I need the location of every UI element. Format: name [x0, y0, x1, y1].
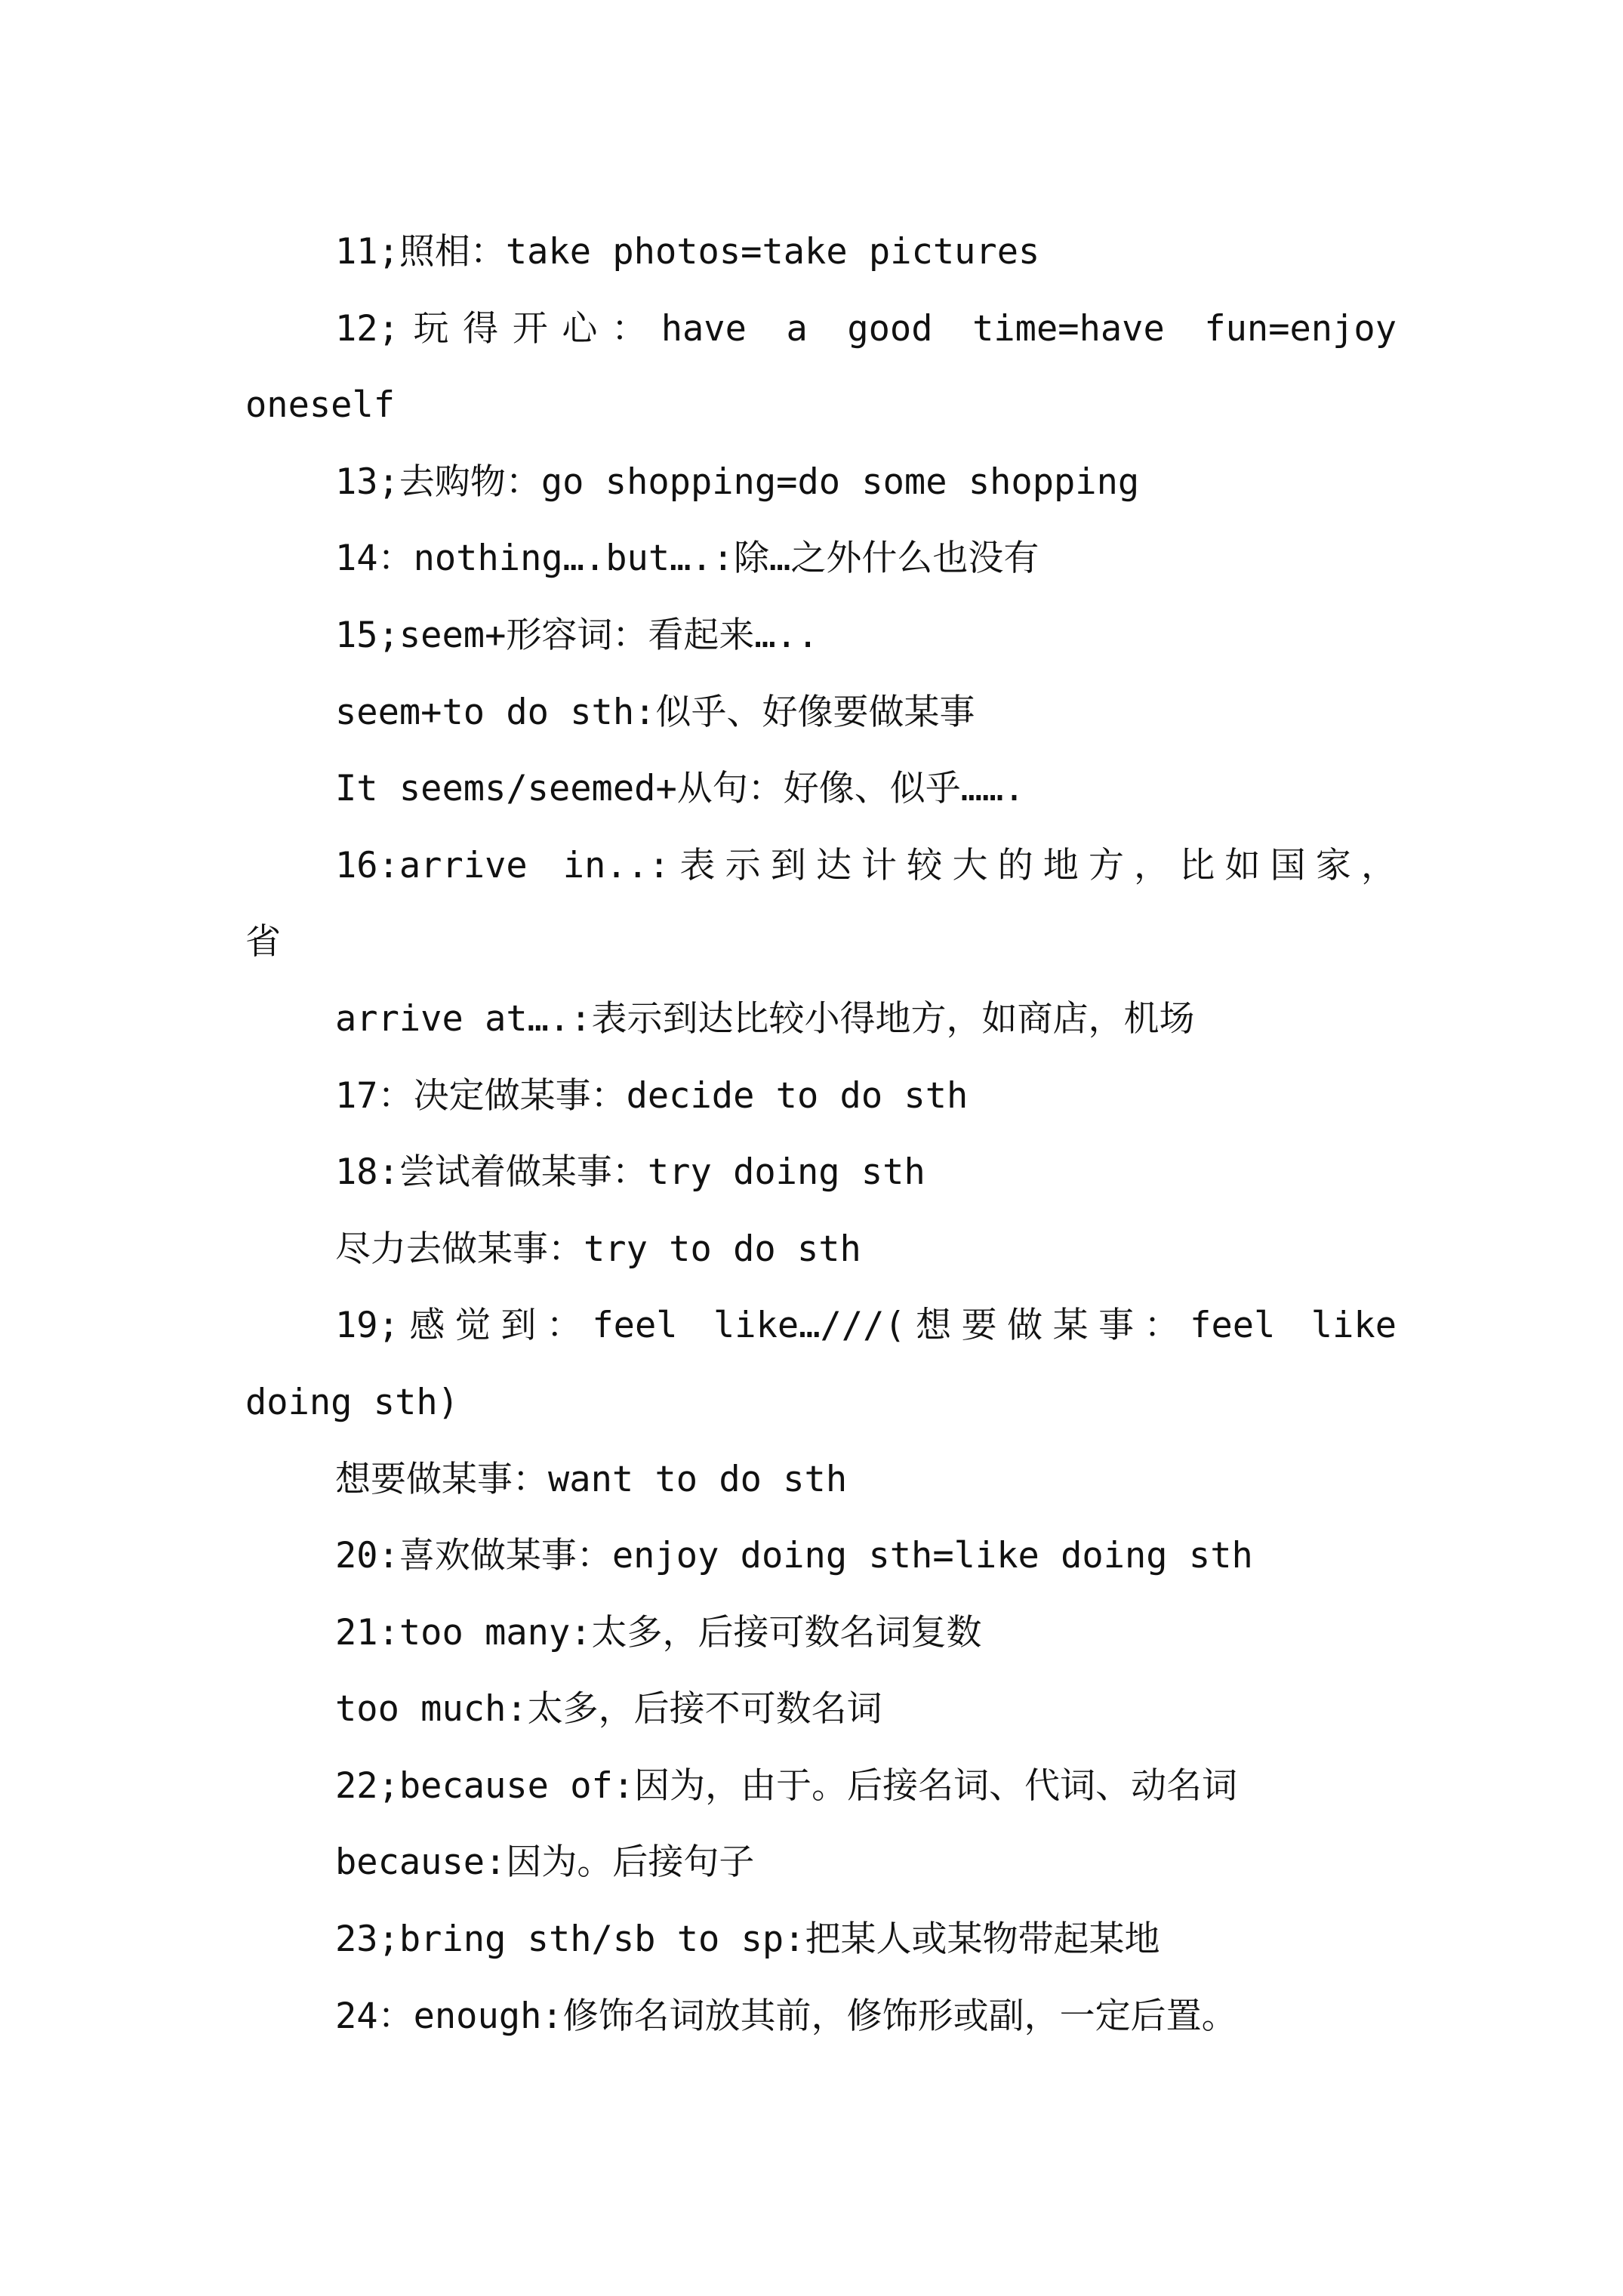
text-line-16-cont: 省 — [245, 921, 281, 963]
text-line-22b: because:因为。后接句子 — [335, 1841, 755, 1884]
text-line-20: 20:喜欢做某事：enjoy doing sth=like doing sth — [335, 1535, 1253, 1577]
text-line-11: 11;照相：take photos=take pictures — [335, 231, 1040, 273]
text-line-16: 16:arrive in..:表示到达计较大的地方，比如国家， — [335, 844, 1397, 886]
text-line-15c: It seems/seemed+从句：好像、似乎……. — [335, 768, 1025, 810]
text-line-15: 15;seem+形容词：看起来….. — [335, 614, 819, 656]
text-line-19-cont: doing sth) — [245, 1381, 459, 1423]
text-line-12-cont: oneself — [245, 384, 396, 427]
text-line-16b: arrive at….:表示到达比较小得地方，如商店，机场 — [335, 997, 1195, 1040]
text-line-18b: 尽力去做某事：try to do sth — [335, 1228, 861, 1270]
text-line-22: 22;because of:因为，由于。后接名词、代词、动名词 — [335, 1764, 1238, 1807]
text-line-14: 14：nothing….but….:除…之外什么也没有 — [335, 538, 1039, 580]
text-line-23: 23;bring sth/sb to sp:把某人或某物带起某地 — [335, 1918, 1160, 1961]
text-line-17: 17：决定做某事：decide to do sth — [335, 1074, 969, 1117]
text-line-12: 12;玩得开心：have a good time=have fun=enjoy — [335, 307, 1397, 350]
text-line-15b: seem+to do sth:似乎、好像要做某事 — [335, 691, 975, 733]
text-line-19: 19;感觉到：feel like…///(想要做某事：feel like — [335, 1305, 1397, 1347]
text-line-21b: too much:太多，后接不可数名词 — [335, 1688, 882, 1730]
text-line-24: 24：enough:修饰名词放其前，修饰形或副，一定后置。 — [335, 1995, 1237, 2037]
text-line-13: 13;去购物：go shopping=do some shopping — [335, 461, 1140, 503]
document-body — [245, 214, 1397, 2054]
text-line-18: 18:尝试着做某事：try doing sth — [335, 1151, 925, 1194]
text-line-21: 21:too many:太多，后接可数名词复数 — [335, 1611, 982, 1653]
text-line-19b: 想要做某事：want to do sth — [335, 1458, 848, 1500]
